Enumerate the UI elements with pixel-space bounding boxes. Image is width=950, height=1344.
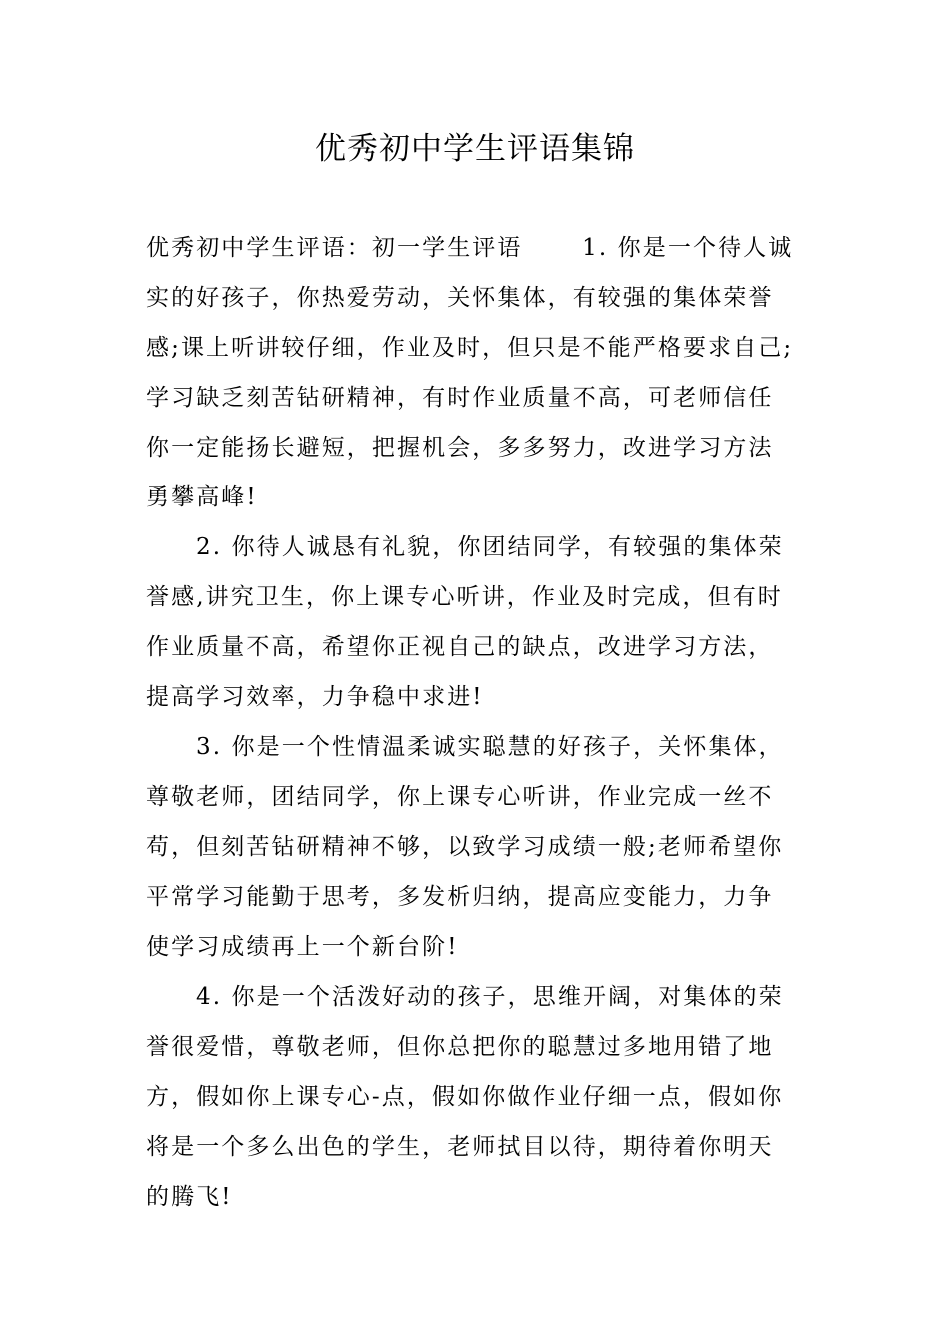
text-line: 尊敬老师，团结同学，你上课专心听讲，作业完成一丝不 (146, 784, 774, 810)
text-line: 苟，但刻苦钻研精神不够，以致学习成绩一般;老师希望你 (146, 834, 784, 860)
text-line: 平常学习能勤于思考，多发析归纳，提高应变能力，力争 (146, 884, 774, 910)
text-line: 勇攀高峰! (146, 484, 258, 510)
text-line: 将是一个多么出色的学生，老师拭目以待，期待着你明天 (146, 1134, 774, 1160)
text-line: 誉很爱惜，尊敬老师，但你总把你的聪慧过多地用错了地 (146, 1034, 774, 1060)
text-line: 提高学习效率，力争稳中求进! (146, 684, 484, 710)
text-line: 的腾飞! (146, 1184, 233, 1210)
text-line: 4. 你是一个活泼好动的孩子，思维开阔，对集体的荣 (196, 984, 784, 1010)
document-title: 优秀初中学生评语集锦 (315, 131, 635, 167)
text-line: 感;课上听讲较仔细，作业及时，但只是不能严格要求自己; (146, 335, 794, 361)
text-line: 学习缺乏刻苦钻研精神，有时作业质量不高，可老师信任 (146, 385, 774, 411)
text-line: 实的好孩子，你热爱劳动，关怀集体，有较强的集体荣誉 (146, 285, 774, 311)
text-line: 使学习成绩再上一个新台阶! (146, 934, 459, 960)
text-line: 优秀初中学生评语：初一学生评语 1. 你是一个待人诚 (146, 235, 794, 261)
text-line: 作业质量不高，希望你正视自己的缺点，改进学习方法， (146, 634, 774, 660)
text-line: 2. 你待人诚恳有礼貌，你团结同学，有较强的集体荣 (196, 534, 784, 560)
text-line: 誉感,讲究卫生，你上课专心听讲，作业及时完成，但有时 (146, 584, 783, 610)
text-line: 你一定能扬长避短，把握机会，多多努力，改进学习方法 (146, 435, 774, 461)
text-line: 方，假如你上课专心-点，假如你做作业仔细一点，假如你 (146, 1084, 784, 1110)
text-line: 3. 你是一个性情温柔诚实聪慧的好孩子，关怀集体， (196, 734, 784, 760)
